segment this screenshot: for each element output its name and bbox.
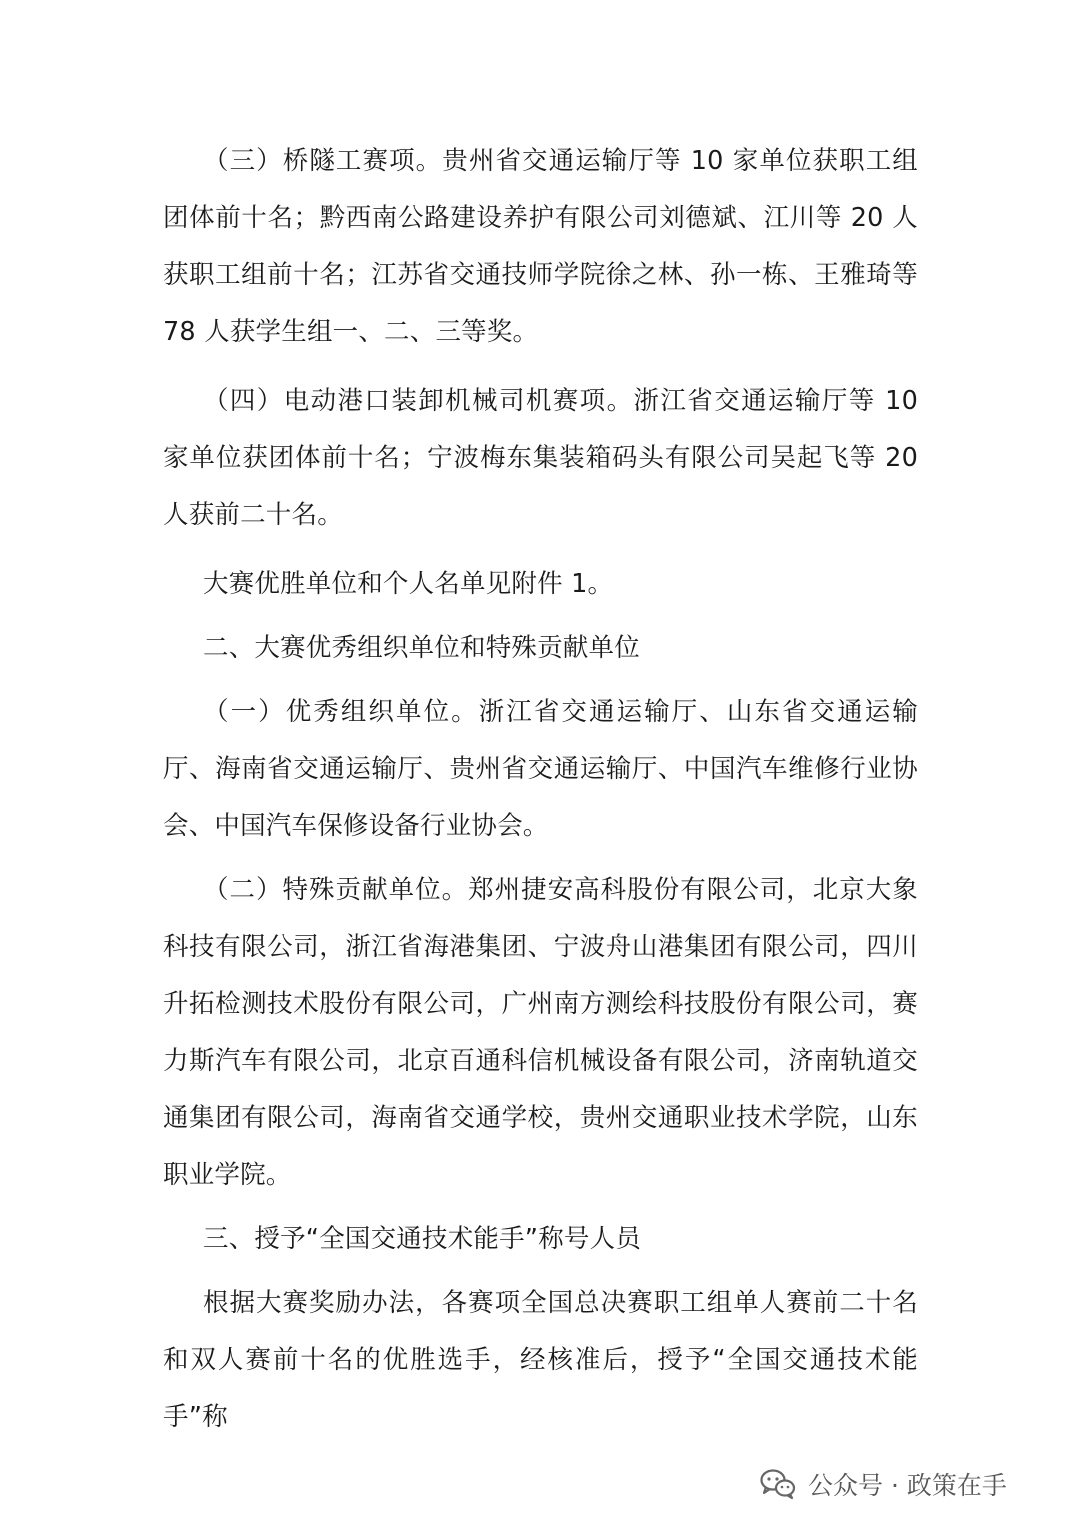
paragraph-port-machinery: （四）电动港口装卸机械司机赛项。浙江省交通运输厅等 10 家单位获团体前十名；宁波梅东集装箱码头有限公司吴起飞等 20 人获前二十名。	[163, 386, 918, 530]
paragraph-bridge-tunnel: （三）桥隧工赛项。贵州省交通运输厅等 10 家单位获职工组团体前十名；黔西南公路建设养护有限公司刘德斌、江川等 20 人获职工组前十名；江苏省交通技师学院徐之林、孙一栋、王雅琦等 78 人获学生组一、二、三等奖。	[163, 146, 918, 347]
wechat-icon	[760, 1468, 796, 1500]
paragraph-award-rules: 根据大赛奖励办法，各赛项全国总决赛职工组单人赛前二十名和双人赛前十名的优胜选手，经核准后，授予“全国交通技术能手”称	[163, 1288, 918, 1432]
paragraph-excellent-organizers: （一）优秀组织单位。浙江省交通运输厅、山东省交通运输厅、海南省交通运输厅、贵州省交通运输厅、中国汽车维修行业协会、中国汽车保修设备行业协会。	[163, 697, 918, 841]
section-heading-3: 三、授予“全国交通技术能手”称号人员	[203, 1224, 642, 1254]
paragraph-special-contributors: （二）特殊贡献单位。郑州捷安高科股份有限公司，北京大象科技有限公司，浙江省海港集团、宁波舟山港集团有限公司，四川升拓检测技术股份有限公司，广州南方测绘科技股份有限公司，赛力斯汽车有限公司，北京百通科信机械设备有限公司，济南轨道交通集团有限公司，海南省交通学校，贵州交通职业技术学院，山东职业学院。	[163, 875, 918, 1190]
document-body	[163, 133, 918, 1446]
watermark-text: 公众号 · 政策在手	[808, 1471, 1007, 1500]
paragraph-attachment-note: 大赛优胜单位和个人名单见附件 1。	[203, 569, 614, 599]
watermark	[760, 1458, 1007, 1510]
section-heading-2: 二、大赛优秀组织单位和特殊贡献单位	[203, 633, 640, 663]
